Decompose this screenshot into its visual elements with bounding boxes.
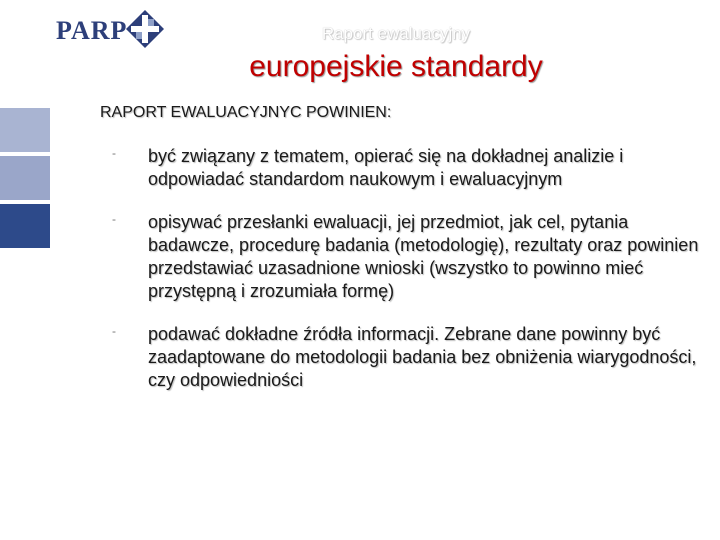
- slide-title: europejskie standardy: [249, 50, 543, 83]
- list-item: [100, 145, 700, 191]
- logo-text: PARP: [56, 16, 128, 45]
- list-item-text: opisywać przesłanki ewaluacji, jej przedmiot, jak cel, pytania badawcze, procedurę badania (metodologię), rezultaty oraz powinien przedstawiać uzasadnione wnioski (wszystko to powinno mieć przystępną i zrozumiała formę): [148, 212, 699, 301]
- bullet-dash-icon: -: [112, 324, 116, 338]
- bullet-dash-icon: -: [112, 146, 116, 160]
- slide-supertitle: Raport ewaluacyjny: [321, 24, 471, 43]
- decorative-sidebar: [0, 108, 50, 252]
- list-item-text: podawać dokładne źródła informacji. Zebrane dane powinny być zaadaptowane do metodologii badania bez obniżenia wiarygodności, czy odpowiedniości: [148, 324, 697, 390]
- requirements-list: [100, 145, 700, 412]
- list-item: [100, 323, 700, 392]
- content-heading: RAPORT EWALUACYJNYC POWINIEN:: [100, 104, 392, 121]
- bullet-dash-icon: -: [112, 212, 116, 226]
- sidebar-block-2: [0, 156, 50, 200]
- sidebar-block-1: [0, 108, 50, 152]
- list-item: [100, 211, 700, 303]
- sidebar-block-3: [0, 204, 50, 248]
- list-item-text: być związany z tematem, opierać się na dokładnej analizie i odpowiadać standardom naukowym i ewaluacyjnym: [148, 146, 624, 189]
